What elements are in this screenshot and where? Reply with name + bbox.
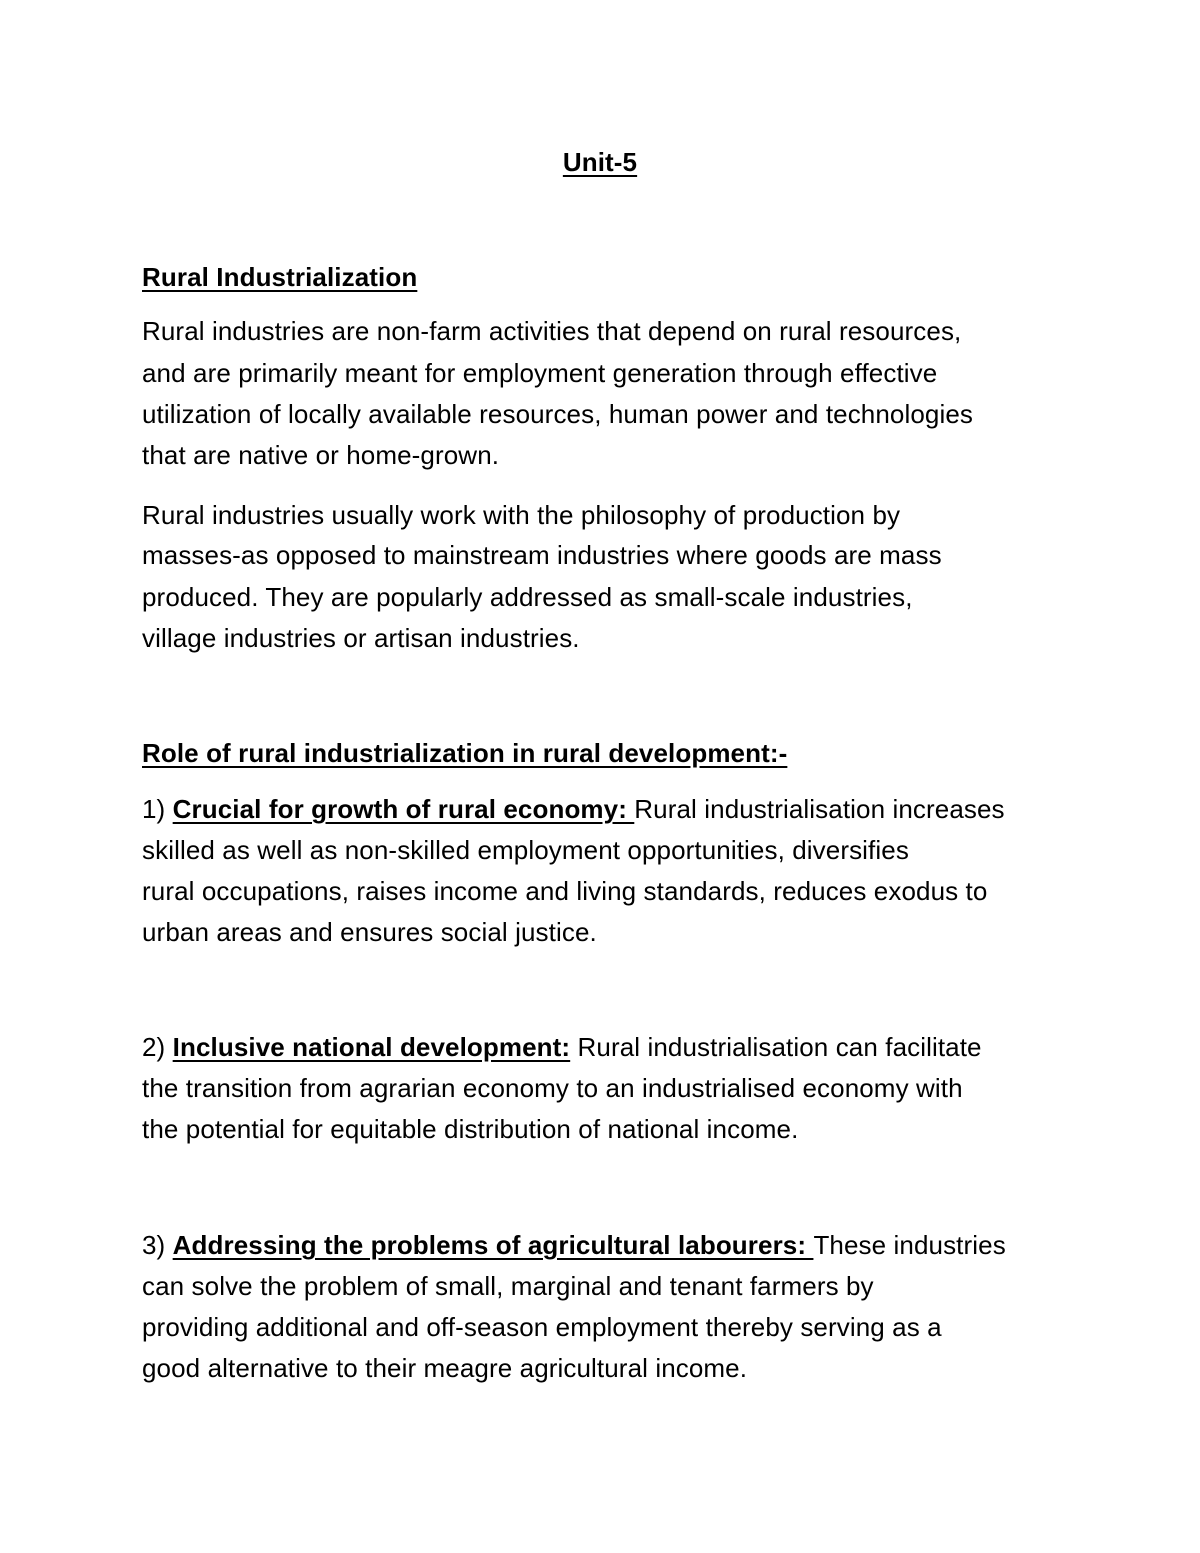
- page-title: Unit-5: [562, 147, 638, 177]
- paragraph-line: produced. They are popularly addressed as small-scale industries,: [142, 582, 913, 612]
- paragraph-line: can solve the problem of small, marginal and tenant farmers by: [142, 1271, 874, 1301]
- point-2-first-line: [142, 1030, 982, 1064]
- paragraph-line: utilization of locally available resources, human power and technologies: [142, 399, 974, 429]
- paragraph-line: and are primarily meant for employment generation through effective: [142, 358, 938, 388]
- paragraph-line: providing additional and off-season employment thereby serving as a: [142, 1312, 942, 1342]
- paragraph-line: masses-as opposed to mainstream industries where goods are mass: [142, 540, 942, 570]
- paragraph-line: the transition from agrarian economy to an industrialised economy with: [142, 1073, 963, 1103]
- paragraph-line: the potential for equitable distribution of national income.: [142, 1114, 799, 1144]
- paragraph-line: skilled as well as non-skilled employment opportunities, diversifies: [142, 835, 909, 865]
- paragraph-line: Rural industries are non-farm activities that depend on rural resources,: [142, 316, 962, 346]
- point-text: Rural industrialisation can facilitate: [570, 1032, 982, 1062]
- point-text: These industries: [813, 1230, 1006, 1260]
- point-text: Rural industrialisation increases: [634, 794, 1005, 824]
- point-number: 3): [142, 1230, 173, 1260]
- point-lead: Crucial for growth of rural economy:: [172, 794, 635, 824]
- point-1-first-line: [142, 792, 1005, 826]
- paragraph-line: that are native or home-grown.: [142, 440, 500, 470]
- point-number: 2): [142, 1032, 173, 1062]
- paragraph-line: Rural industries usually work with the philosophy of production by: [142, 500, 901, 530]
- point-lead: Addressing the problems of agricultural labourers:: [172, 1230, 814, 1260]
- paragraph-line: village industries or artisan industries.: [142, 623, 580, 653]
- paragraph-line: good alternative to their meagre agricultural income.: [142, 1353, 748, 1383]
- section-heading-role: Role of rural industrialization in rural development:-: [142, 738, 788, 768]
- paragraph-line: rural occupations, raises income and living standards, reduces exodus to: [142, 876, 988, 906]
- point-number: 1): [142, 794, 173, 824]
- section-heading-rural-industrialization: Rural Industrialization: [142, 262, 418, 292]
- paragraph-line: urban areas and ensures social justice.: [142, 917, 597, 947]
- point-3-first-line: [142, 1228, 1006, 1262]
- point-lead: Inclusive national development:: [172, 1032, 571, 1062]
